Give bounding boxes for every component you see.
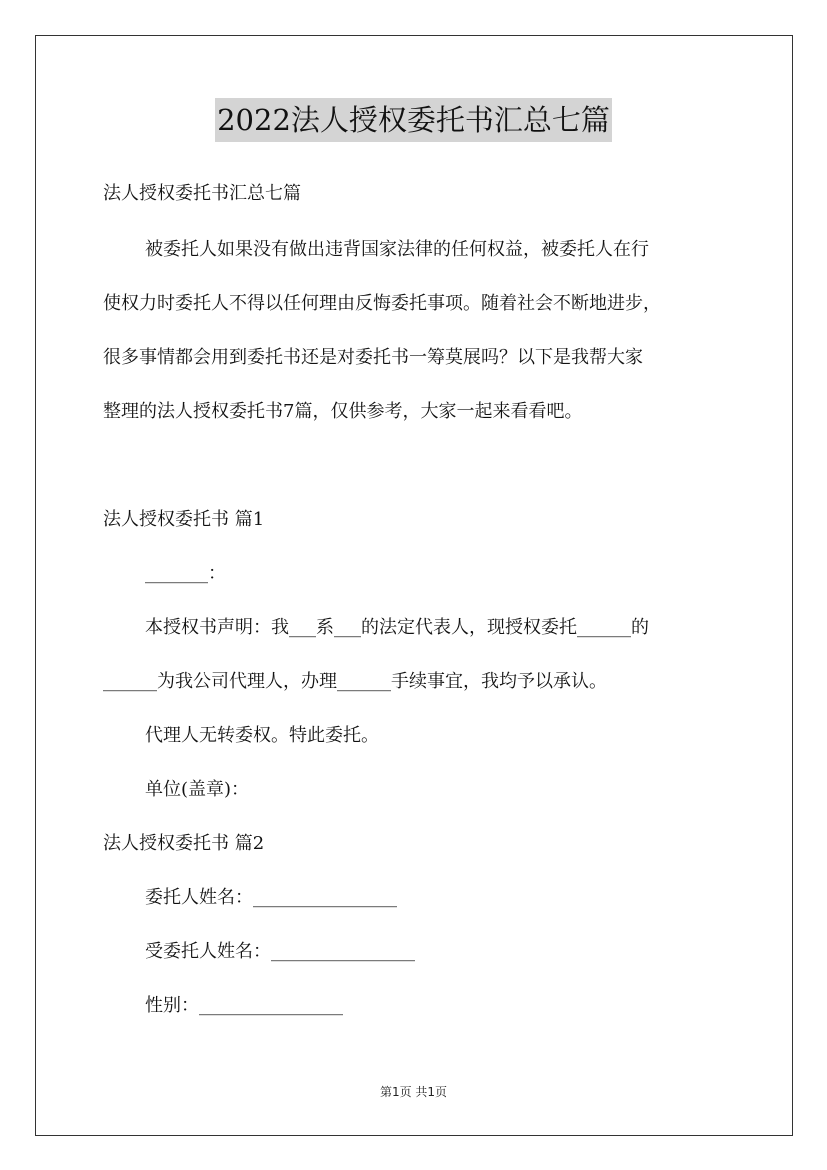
intro-heading: 法人授权委托书汇总七篇 bbox=[103, 183, 301, 204]
document-title: 2022法人授权委托书汇总七篇 bbox=[215, 98, 612, 142]
agent-name-line: 受委托人姓名：________________ bbox=[145, 941, 415, 962]
principal-name-line: 委托人姓名：________________ bbox=[145, 887, 397, 908]
declaration-line-2: ______为我公司代理人，办理______手续事宜，我均予以承认。 bbox=[103, 671, 607, 692]
page-footer: 第1页 共1页 bbox=[379, 1085, 448, 1099]
unit-seal-line: 单位(盖章)： bbox=[145, 779, 250, 800]
document-title-wrapper bbox=[0, 98, 827, 142]
recipient-line: _______： bbox=[145, 563, 226, 584]
declaration-line-1: 本授权书声明：我___系___的法定代表人，现授权委托______的 bbox=[145, 617, 649, 638]
intro-paragraph-line-1: 被委托人如果没有做出违背国家法律的任何权益，被委托人在行 bbox=[145, 239, 649, 260]
intro-paragraph-line-2: 使权力时委托人不得以任何理由反悔委托事项。随着社会不断地进步， bbox=[103, 293, 661, 314]
intro-paragraph-line-3: 很多事情都会用到委托书还是对委托书一筹莫展吗？以下是我帮大家 bbox=[103, 347, 643, 368]
section-heading-2: 法人授权委托书 篇2 bbox=[103, 833, 265, 854]
section-heading-1: 法人授权委托书 篇1 bbox=[103, 509, 265, 530]
intro-paragraph-line-4: 整理的法人授权委托书7篇，仅供参考，大家一起来看看吧。 bbox=[103, 401, 583, 422]
gender-line: 性别：________________ bbox=[145, 995, 343, 1016]
no-delegation-line: 代理人无转委权。特此委托。 bbox=[145, 725, 379, 746]
